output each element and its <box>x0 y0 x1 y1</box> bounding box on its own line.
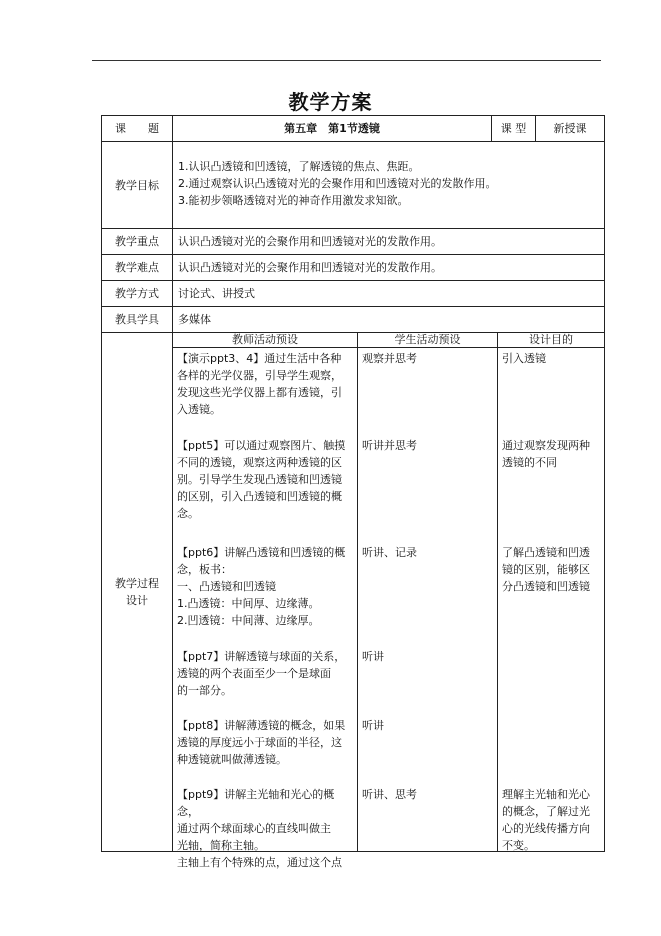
text-line: 透镜的不同 <box>502 456 557 469</box>
text-line: 通过两个球面球心的直线叫做主 <box>177 822 331 835</box>
class-type-value: 新授课 <box>535 115 605 142</box>
student-activities <box>357 347 498 852</box>
objective-item: 2.通过观察认识凸透镜对光的会聚作用和凹透镜对光的发散作用。 <box>178 177 497 190</box>
label-tools: 教具学具 <box>101 306 173 333</box>
student-activity: 听讲 <box>362 719 384 732</box>
text-line: 心的光线传播方向 <box>502 822 590 835</box>
text-line: 理解主光轴和光心 <box>502 788 590 801</box>
label-process: 教学过程 设计 <box>101 332 173 852</box>
text-line: 通过观察发现两种 <box>502 439 590 452</box>
document-title: 教学方案 <box>288 90 373 114</box>
column-header-purpose: 设计目的 <box>497 332 605 348</box>
student-activity: 观察并思考 <box>362 352 417 365</box>
label-method: 教学方式 <box>101 280 173 307</box>
text-line: 入透镜。 <box>177 403 221 416</box>
objectives-list <box>172 141 605 229</box>
text-line: 不同的透镜，观察这两种透镜的区 <box>177 456 342 469</box>
text-line: 念，板书： <box>177 563 232 576</box>
text-line: 的一部分。 <box>177 684 232 697</box>
column-header-teacher: 教师活动预设 <box>172 332 358 348</box>
teacher-activity <box>177 437 353 528</box>
teacher-activity <box>177 544 353 632</box>
text-line: 【ppt8】讲解薄透镜的概念，如果 <box>177 719 346 732</box>
text-line: 2.凹透镜：中间薄、边缘厚。 <box>177 614 320 627</box>
label-objectives: 教学目标 <box>101 141 173 229</box>
tools-value: 多媒体 <box>172 306 605 333</box>
text-line: 念。 <box>177 507 199 520</box>
topic-value: 第五章 第1节透镜 <box>172 115 492 142</box>
difficulty-value: 认识凸透镜对光的会聚作用和凹透镜对光的发散作用。 <box>172 254 605 281</box>
text-line: 透镜的两个表面至少一个是球面 <box>177 667 331 680</box>
objective-item: 1.认识凸透镜和凹透镜，了解透镜的焦点、焦距。 <box>178 160 420 173</box>
text-line: 【ppt9】讲解主光轴和光心的概念， <box>177 788 335 818</box>
text-line: 【ppt6】讲解凸透镜和凹透镜的概 <box>177 546 346 559</box>
teacher-activities <box>172 347 358 869</box>
student-activity: 听讲并思考 <box>362 439 417 452</box>
design-purpose-empty <box>502 648 600 701</box>
key-point-value: 认识凸透镜对光的会聚作用和凹透镜对光的发散作用。 <box>172 228 605 255</box>
column-header-student: 学生活动预设 <box>357 332 498 348</box>
text-line: 【ppt7】讲解透镜与球面的关系， <box>177 650 346 663</box>
student-activity: 听讲、思考 <box>362 788 417 801</box>
text-line: 1.凸透镜：中间厚、边缘薄。 <box>177 597 320 610</box>
design-purposes <box>497 347 605 852</box>
text-line: 发现这些光学仪器上都有透镜，引 <box>177 386 342 399</box>
text-line: 的区别，引入凸透镜和凹透镜的概 <box>177 490 342 503</box>
text-line: 引入透镜 <box>502 352 546 365</box>
student-activity: 听讲 <box>362 650 384 663</box>
text-line: 种透镜就叫做薄透镜。 <box>177 753 287 766</box>
text-line: 别。引导学生发现凸透镜和凹透镜 <box>177 473 342 486</box>
design-purpose <box>502 544 600 632</box>
teacher-activity <box>177 648 353 701</box>
design-purpose <box>502 437 600 528</box>
text-line: 【演示ppt3、4】通过生活中各种 <box>177 352 342 365</box>
text-line: 分凸透镜和凹透镜 <box>502 580 590 593</box>
text-line: 的概念，了解过光 <box>502 805 590 818</box>
text-line: 透镜的厚度远小于球面的半径，这 <box>177 736 342 749</box>
text-line: 了解凸透镜和凹透 <box>502 546 590 559</box>
text-line: 【ppt5】可以通过观察图片、触摸 <box>177 439 346 452</box>
text-line: 一、凸透镜和凹透镜 <box>177 580 276 593</box>
label-difficulty: 教学难点 <box>101 254 173 281</box>
text-line: 主轴上有个特殊的点，通过这个点 <box>177 856 342 869</box>
teacher-activity <box>177 786 353 871</box>
label-key-point: 教学重点 <box>101 228 173 255</box>
label-topic: 课 题 <box>101 115 173 142</box>
teacher-activity <box>177 717 353 770</box>
text-line: 镜的区别，能够区 <box>502 563 590 576</box>
design-purpose <box>502 350 600 421</box>
header-rule <box>92 60 601 61</box>
objective-item: 3.能初步领略透镜对光的神奇作用激发求知欲。 <box>178 194 409 207</box>
text-line: 不变。 <box>502 839 535 852</box>
text-line: 各样的光学仪器，引导学生观察， <box>177 369 342 382</box>
label-class-type: 课 型 <box>491 115 536 142</box>
method-value: 讨论式、讲授式 <box>172 280 605 307</box>
design-purpose-empty <box>502 717 600 770</box>
teacher-activity <box>177 350 353 421</box>
design-purpose <box>502 786 600 854</box>
text-line: 光轴，简称主轴。 <box>177 839 265 852</box>
student-activity: 听讲、记录 <box>362 546 417 559</box>
